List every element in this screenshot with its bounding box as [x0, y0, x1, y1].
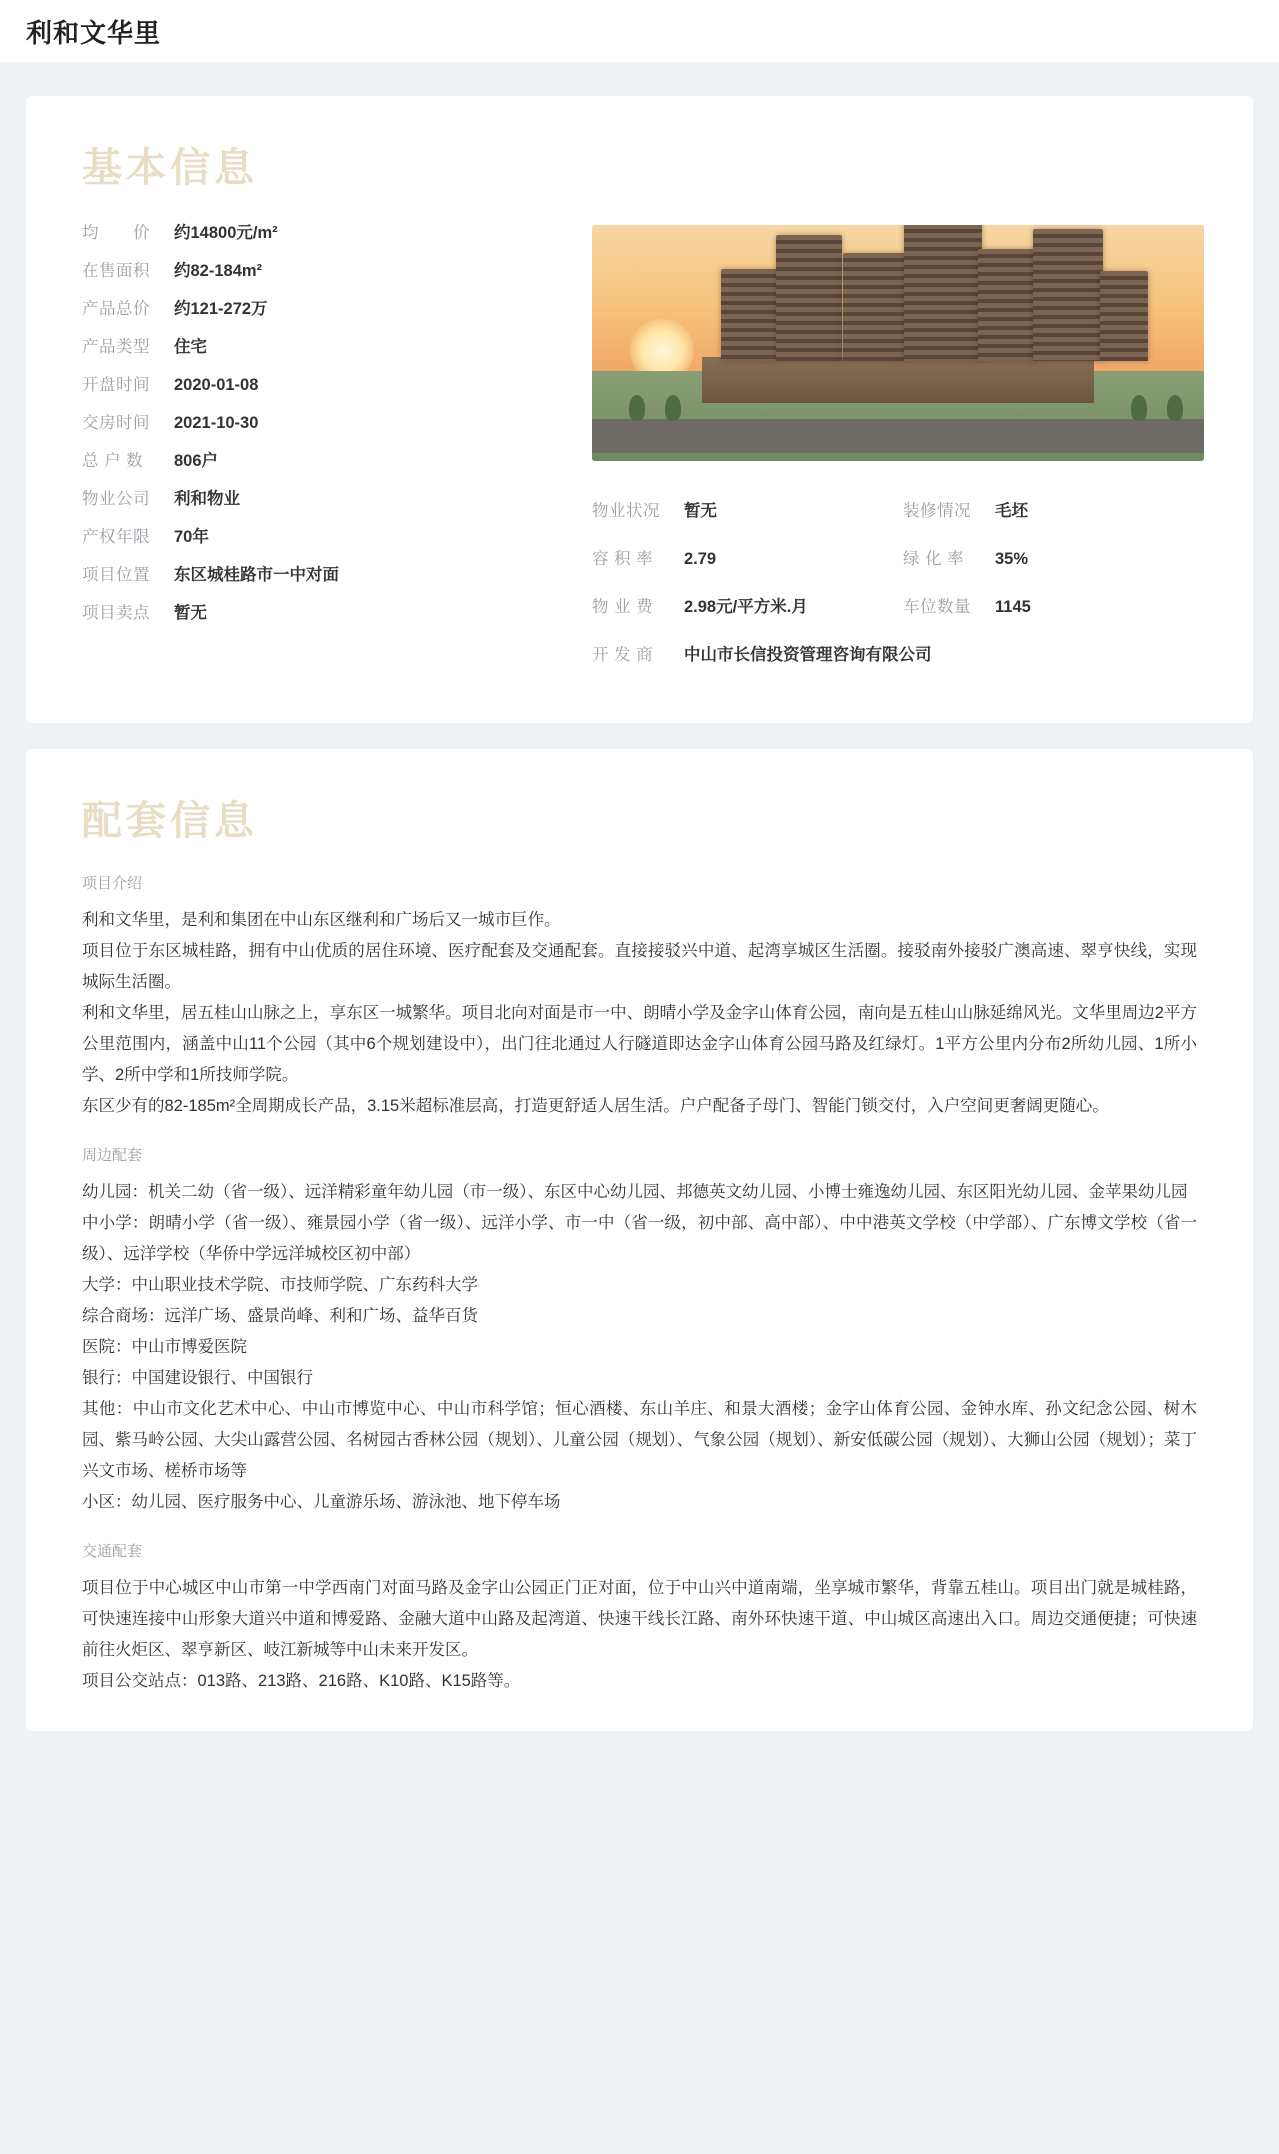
info-label: 开 发 商	[592, 646, 654, 664]
image-tree	[1167, 395, 1183, 421]
info-label: 容 积 率	[592, 550, 654, 568]
info-value: 2.98元/平方米.月	[684, 598, 808, 616]
surrounding-line-community: 小区：幼儿园、医疗服务中心、儿童游乐场、游泳池、地下停车场	[82, 1493, 561, 1511]
info-row-area	[82, 257, 582, 281]
info-row-parking-count	[903, 593, 1214, 617]
info-label: 物业状况	[592, 502, 660, 520]
info-label: 在售面积	[82, 262, 150, 280]
info-row-total-price	[82, 295, 582, 319]
info-row-property-fee	[592, 593, 903, 617]
page-header	[0, 0, 1279, 62]
info-label: 绿 化 率	[903, 550, 965, 568]
traffic-bus-stops: 项目公交站点：013路、213路、216路、K10路、K15路等。	[82, 1672, 521, 1690]
surrounding-line-banks: 银行：中国建设银行、中国银行	[82, 1369, 313, 1387]
image-tower	[978, 249, 1038, 361]
basic-info-card	[26, 96, 1253, 723]
info-value: 约14800元/m²	[174, 224, 278, 242]
info-value: 中山市长信投资管理咨询有限公司	[684, 646, 932, 664]
info-label: 车位数量	[903, 598, 971, 616]
info-value: 暂无	[684, 502, 717, 520]
info-value: 806户	[174, 452, 219, 470]
project-intro-paragraph: 利和文华里，是利和集团在中山东区继利和广场后又一城市巨作。	[82, 911, 561, 929]
info-label: 交房时间	[82, 414, 150, 432]
image-road	[592, 419, 1204, 453]
basic-info-left-list	[62, 219, 582, 637]
info-value: 1145	[995, 598, 1031, 616]
project-intro-paragraph: 项目位于东区城桂路，拥有中山优质的居住环境、医疗配套及交通配套。直接接驳兴中道、起湾享城区生活圈。接驳南外接驳广澳高速、翠亨快线，实现城际生活圈。	[82, 942, 1197, 991]
facilities-card	[26, 749, 1253, 1731]
surrounding-line-universities: 大学：中山职业技术学院、市技师学院、广东药科大学	[82, 1276, 478, 1294]
image-tree	[1131, 395, 1147, 421]
info-row-location	[82, 561, 582, 585]
info-value: 利和物业	[174, 490, 240, 508]
page-title: 利和文华里	[26, 17, 162, 48]
basic-info-title: 基本信息	[82, 146, 258, 190]
info-label: 总 户 数	[82, 452, 144, 470]
surrounding-line-schools: 中小学：朗晴小学（省一级）、雍景园小学（省一级）、远洋小学、市一中（省一级，初中部、高中部）、中中港英文学校（中学部）、广东博文学校（省一级）、远洋学校（华侨中学远洋城校区初中部）	[82, 1214, 1197, 1263]
surrounding-facilities-label: 周边配套	[82, 1147, 143, 1164]
project-intro-label: 项目介绍	[82, 875, 143, 892]
info-row-plot-ratio	[592, 545, 903, 569]
info-label: 产品类型	[82, 338, 150, 356]
info-row-household-count	[82, 447, 582, 471]
info-row-property-status	[592, 497, 903, 521]
info-value: 住宅	[174, 338, 207, 356]
info-label: 装修情况	[903, 502, 971, 520]
image-podium	[702, 357, 1094, 403]
info-label: 产权年限	[82, 528, 150, 546]
info-label: 物 业 费	[592, 598, 654, 616]
info-row-product-type	[82, 333, 582, 357]
info-row-open-date	[82, 371, 582, 395]
info-value: 35%	[995, 550, 1029, 568]
info-row-ownership-years	[82, 523, 582, 547]
traffic-paragraph: 项目位于中心城区中山市第一中学西南门对面马路及金字山公园正门正对面，位于中山兴中道南端，坐享城市繁华，背靠五桂山。项目出门就是城桂路，可快速连接中山形象大道兴中道和博爱路、金融大道中山路及起湾道、快速干线长江路、南外环快速干道、中山城区高速出入口。周边交通便捷；可快速前往火炬区、翠亨新区、岐江新城等中山未来开发区。	[82, 1579, 1197, 1659]
info-row-property-company	[82, 485, 582, 509]
project-intro-paragraph: 利和文华里，居五桂山山脉之上，享东区一城繁华。项目北向对面是市一中、朗晴小学及金字山体育公园，南向是五桂山山脉延绵风光。文华里周边2平方公里范围内，涵盖中山11个公园（其中6个规划建设中），出门往北通过人行隧道即达金字山体育公园马路及红绿灯。1平方公里内分布2所幼儿园、1所小学、2所中学和1所技师学院。	[82, 1004, 1197, 1084]
info-row-price	[82, 219, 582, 243]
image-tower	[776, 235, 842, 361]
info-value: 70年	[174, 528, 209, 546]
surrounding-line-malls: 综合商场：远洋广场、盛景尚峰、利和广场、益华百货	[82, 1307, 478, 1325]
facilities-title: 配套信息	[82, 799, 258, 843]
info-row-green-ratio	[903, 545, 1214, 569]
info-label: 均 价	[82, 224, 150, 242]
info-label: 项目位置	[82, 566, 150, 584]
info-value: 2021-10-30	[174, 414, 259, 432]
basic-info-right-grid	[592, 497, 1214, 689]
info-value: 东区城桂路市一中对面	[174, 566, 339, 584]
info-row-delivery-date	[82, 409, 582, 433]
info-value: 2.79	[684, 550, 717, 568]
project-intro-paragraph: 东区少有的82-185m²全周期成长产品，3.15米超标准层高，打造更舒适人居生活。户户配备子母门、智能门锁交付，入户空间更奢阔更随心。	[82, 1097, 1109, 1115]
image-tower	[1100, 271, 1148, 361]
info-value: 2020-01-08	[174, 376, 259, 394]
info-value: 毛坯	[995, 502, 1028, 520]
info-value: 约82-184m²	[174, 262, 263, 280]
info-label: 物业公司	[82, 490, 150, 508]
image-tower	[904, 225, 982, 361]
image-tree	[665, 395, 681, 421]
image-tower	[1033, 229, 1103, 361]
info-value: 约121-272万	[174, 300, 268, 318]
surrounding-line-others: 其他：中山市文化艺术中心、中山市博览中心、中山市科学馆；恒心酒楼、东山羊庄、和景大酒楼；金字山体育公园、金钟水库、孙文纪念公园、树木园、紫马岭公园、大尖山露营公园、名树园古香林公园（规划）、儿童公园（规划）、气象公园（规划）、新安低碳公园（规划）、大狮山公园（规划）；菜丁兴文市场、槎桥市场等	[82, 1400, 1197, 1480]
surrounding-line-kindergarten: 幼儿园：机关二幼（省一级）、远洋精彩童年幼儿园（市一级）、东区中心幼儿园、邦德英文幼儿园、小博士雍逸幼儿园、东区阳光幼儿园、金苹果幼儿园	[82, 1183, 1188, 1201]
info-row-selling-point	[82, 599, 582, 623]
project-rendering-image	[592, 225, 1204, 461]
image-tree	[629, 395, 645, 421]
info-value: 暂无	[174, 604, 207, 622]
surrounding-line-hospital: 医院：中山市博爱医院	[82, 1338, 247, 1356]
info-label: 项目卖点	[82, 604, 150, 622]
image-tower	[721, 269, 777, 361]
info-label: 产品总价	[82, 300, 150, 318]
info-row-developer	[592, 641, 1214, 665]
traffic-facilities-label: 交通配套	[82, 1543, 143, 1560]
image-tower	[843, 253, 905, 361]
info-row-decoration	[903, 497, 1214, 521]
info-label: 开盘时间	[82, 376, 150, 394]
